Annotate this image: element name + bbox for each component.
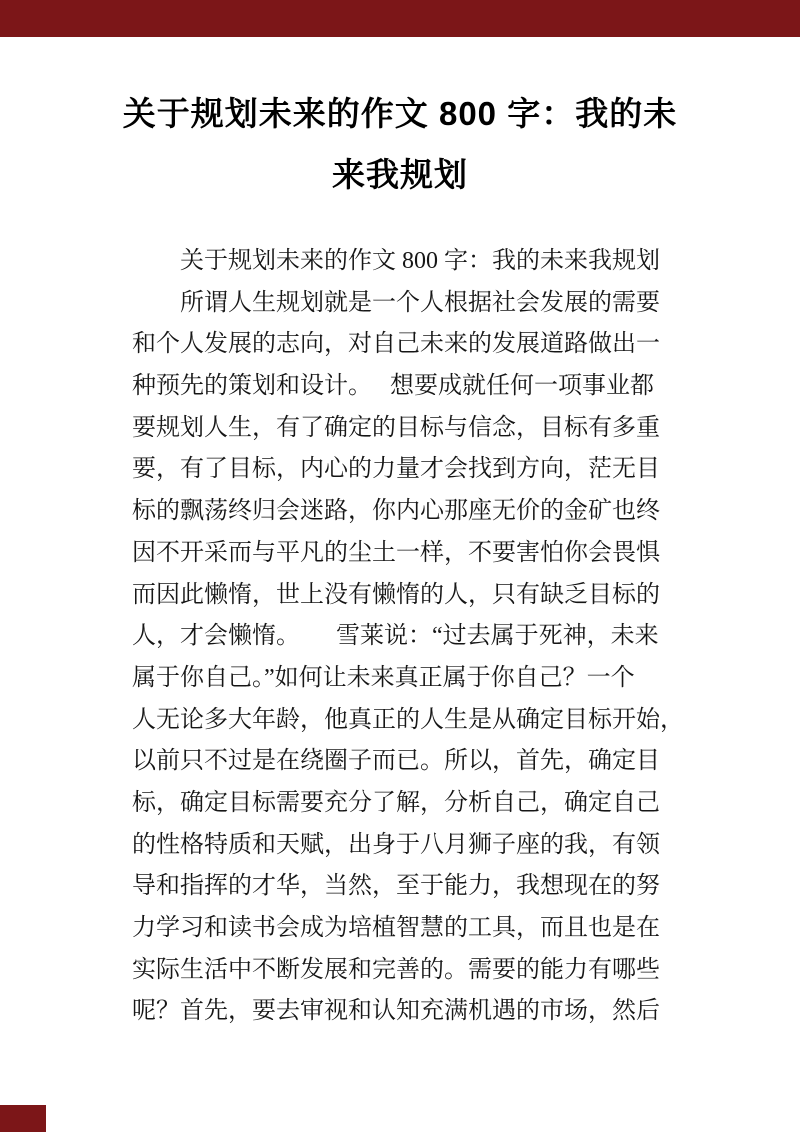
bottom-left-accent-block [0, 1105, 46, 1132]
body-line: 要，有了目标，内心的力量才会找到方向，茫无目 [132, 456, 660, 483]
body-line: 属于你自己。”如何让未来真正属于你自己？一个 [132, 664, 635, 691]
body-line: 种预先的策划和设计。 想要成就任何一项事业都 [132, 373, 654, 400]
body-line: 要规划人生，有了确定的目标与信念，目标有多重 [132, 414, 660, 441]
body-line: 的性格特质和天赋，出身于八月狮子座的我，有领 [132, 831, 660, 858]
body-line: 力学习和读书会成为培植智慧的工具，而且也是在 [132, 915, 660, 941]
body-line: 标，确定目标需要充分了解，分析自己，确定自己 [132, 789, 660, 816]
body-line: 人无论多大年龄，他真正的人生是从确定目标开始， [132, 706, 684, 733]
body-line: 呢？首先，要去审视和认知充满机遇的市场，然后 [132, 998, 660, 1025]
body-line: 标的飘荡终归会迷路，你内心那座无价的金矿也终 [132, 498, 660, 525]
body-line: 人，才会懒惰。 雪莱说：“过去属于死神，未来 [132, 623, 659, 650]
page-title [0, 83, 800, 205]
body-line: 所谓人生规划就是一个人根据社会发展的需要 [132, 289, 660, 316]
document-body [132, 241, 688, 1033]
title-line-1: 关于规划未来的作文 800 字：我的未 [122, 95, 678, 132]
body-line: 而因此懒惰，世上没有懒惰的人，只有缺乏目标的 [132, 581, 660, 608]
body-line: 以前只不过是在绕圈子而已。所以，首先，确定目 [132, 748, 660, 775]
body-line: 导和指挥的才华，当然，至于能力，我想现在的努 [132, 873, 660, 900]
top-accent-bar [0, 0, 800, 37]
body-line: 和个人发展的志向，对自己未来的发展道路做出一 [132, 331, 660, 358]
title-line-2: 来我规划 [332, 156, 468, 193]
body-line: 实际生活中不断发展和完善的。需要的能力有哪些 [132, 956, 660, 983]
body-line: 因不开采而与平凡的尘土一样，不要害怕你会畏惧 [132, 539, 660, 566]
body-line: 关于规划未来的作文 800 字：我的未来我规划 [132, 248, 660, 274]
